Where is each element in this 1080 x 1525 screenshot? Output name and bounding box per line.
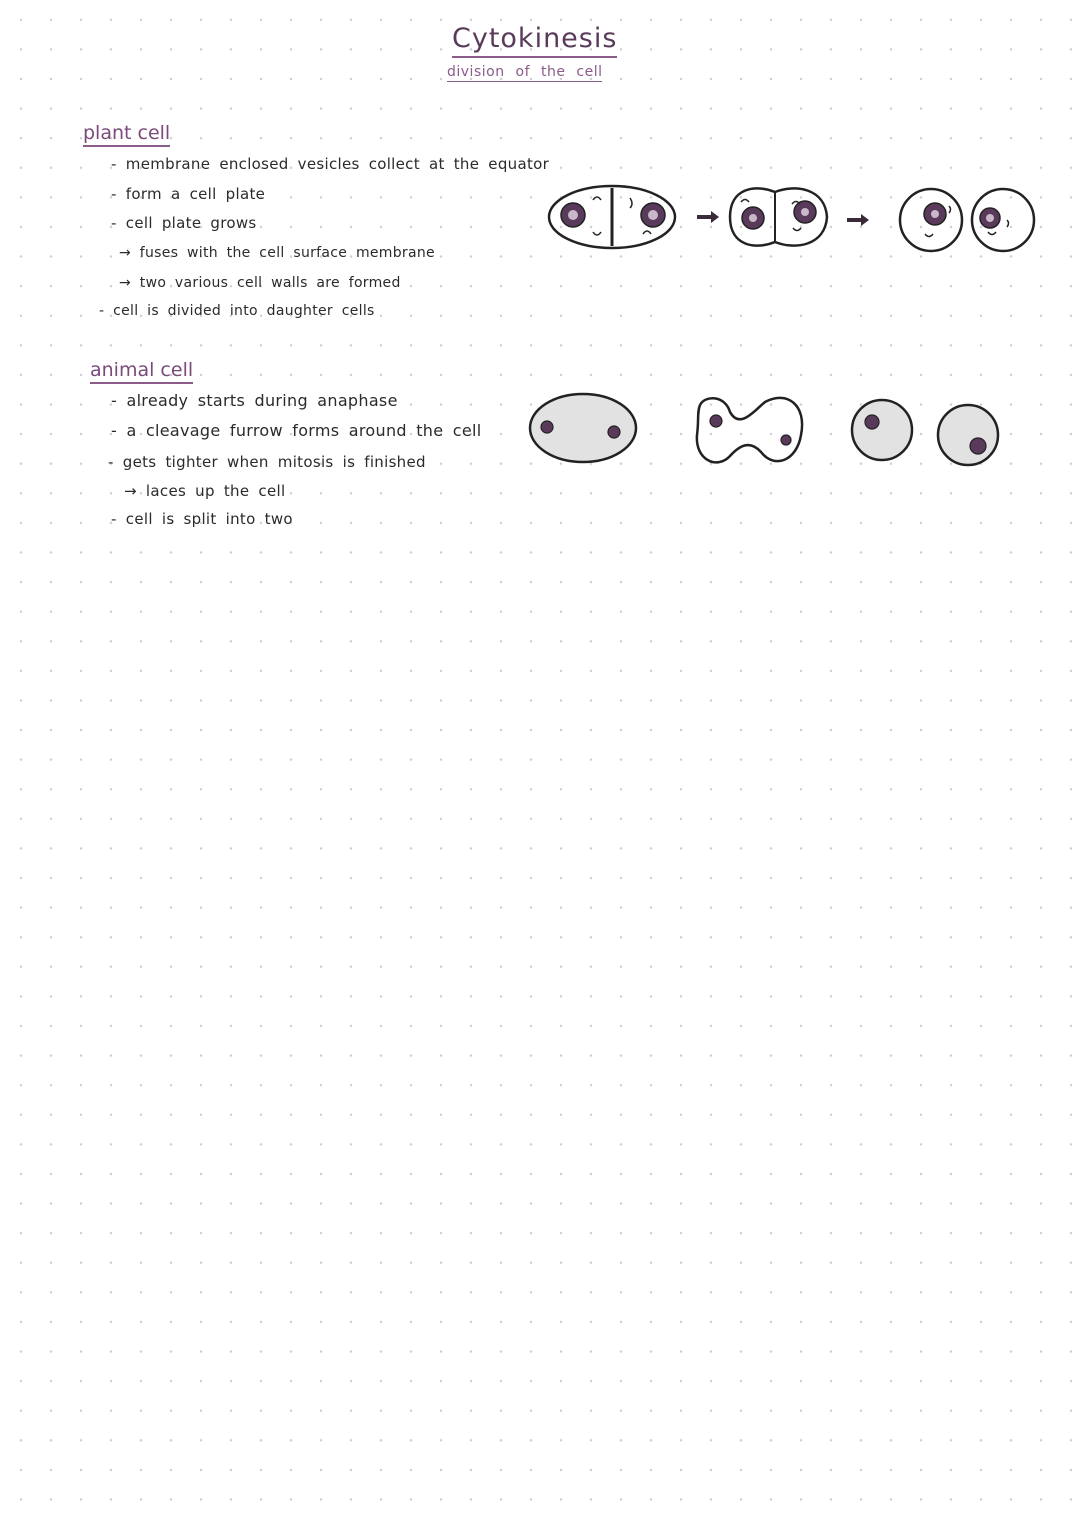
plant-line-6: - cell is divided into daughter cells (99, 303, 375, 319)
plant-cell-heading: plant cell (83, 121, 170, 147)
animal-line-3: - gets tighter when mitosis is finished (108, 453, 426, 471)
animal-line-5: - cell is split into two (111, 510, 293, 528)
page-subtitle: division of the cell (447, 64, 603, 80)
animal-line-1: - already starts during anaphase (111, 391, 398, 410)
animal-cell-diagram (525, 390, 1005, 470)
plant-line-1: - membrane enclosed vesicles collect at the equator (111, 155, 550, 173)
plant-line-4: → fuses with the cell surface membrane (119, 245, 435, 261)
plant-line-5: → two various cell walls are formed (119, 275, 401, 291)
plant-cell-diagram (545, 180, 1040, 260)
animal-line-4: → laces up the cell (124, 482, 286, 500)
page-title: Cytokinesis (452, 22, 617, 58)
plant-line-3: - cell plate grows (111, 214, 257, 232)
animal-cell-heading: animal cell (90, 358, 193, 384)
animal-line-2: - a cleavage furrow forms around the cell (111, 421, 482, 440)
plant-line-2: - form a cell plate (111, 185, 266, 203)
